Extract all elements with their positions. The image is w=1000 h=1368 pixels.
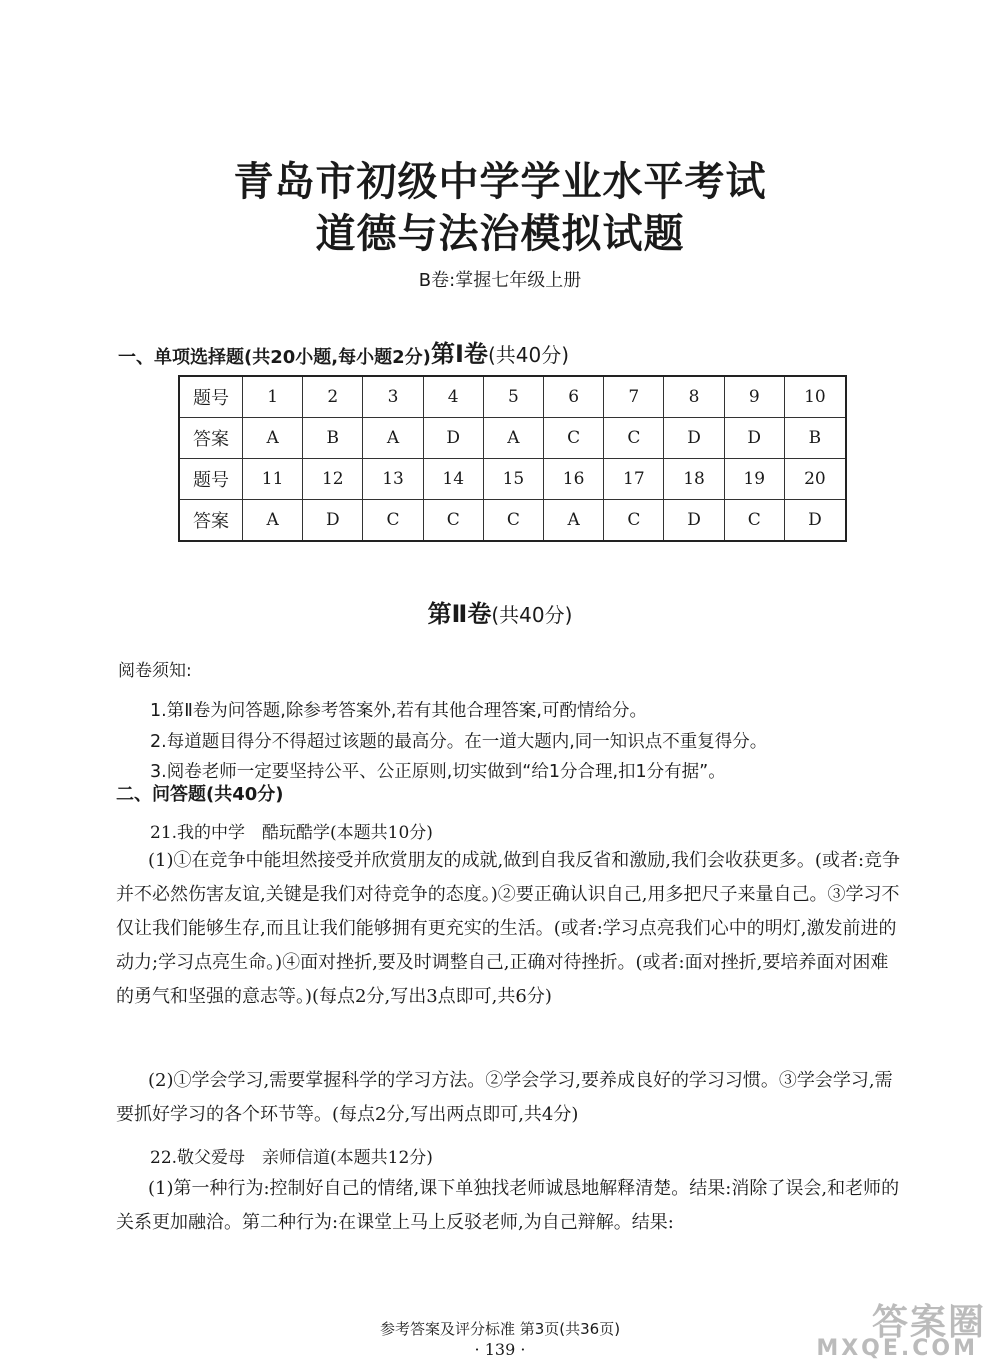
table-cell: B	[303, 418, 363, 459]
page-footer: 参考答案及评分标准 第3页(共36页)	[379, 1320, 621, 1338]
section1-heading: 一、单项选择题(共20小题,每小题2分)	[118, 347, 431, 368]
table-cell: B	[784, 418, 846, 459]
table-cell: 10	[784, 376, 846, 418]
notice-item: 3.阅卷老师一定要坚持公平、公正原则,切实做到“给1分合理,扣1分有据”。	[150, 762, 726, 782]
page-subtitle-title: 道德与法治模拟试题	[315, 211, 685, 257]
table-cell: 17	[604, 459, 664, 500]
table-row	[179, 459, 846, 500]
table-cell: D	[664, 418, 724, 459]
page-title: 青岛市初级中学学业水平考试	[233, 159, 767, 205]
table-cell: A	[483, 418, 543, 459]
table-cell: C	[604, 500, 664, 542]
table-cell: D	[724, 418, 784, 459]
volume2-name: 第Ⅱ卷	[427, 600, 492, 628]
question-22-heading: 22.敬父爱母 亲师信道(本题共12分)	[150, 1148, 433, 1168]
table-cell: 19	[724, 459, 784, 500]
volume2-points: (共40分)	[491, 603, 573, 627]
row-label: 答案	[179, 500, 243, 542]
table-cell: 4	[423, 376, 483, 418]
answer-table	[178, 375, 847, 542]
table-cell: 20	[784, 459, 846, 500]
table-cell: A	[243, 418, 303, 459]
notice-item: 1.第Ⅱ卷为问答题,除参考答案外,若有其他合理答案,可酌情给分。	[150, 701, 647, 721]
table-cell: 14	[423, 459, 483, 500]
table-cell: 1	[243, 376, 303, 418]
question-21-answer-2: (2)①学会学习,需要掌握科学的学习方法。②学会学习,要养成良好的学习习惯。③学会学习,需要抓好学习的各个环节等。(每点2分,写出两点即可,共4分)	[116, 1070, 893, 1125]
row-label: 题号	[179, 459, 243, 500]
notice-item: 2.每道题目得分不得超过该题的最高分。在一道大题内,同一知识点不重复得分。	[150, 732, 768, 752]
volume2-heading	[0, 594, 1000, 629]
table-cell: 6	[544, 376, 604, 418]
table-row	[179, 418, 846, 459]
section2-heading: 二、问答题(共40分)	[116, 784, 284, 805]
table-cell: C	[363, 500, 423, 542]
volume1-name: 第Ⅰ卷	[431, 340, 488, 368]
table-cell: D	[664, 500, 724, 542]
table-cell: D	[303, 500, 363, 542]
volume1-points: (共40分)	[487, 343, 569, 367]
table-cell: 8	[664, 376, 724, 418]
table-cell: D	[784, 500, 846, 542]
table-cell: 7	[604, 376, 664, 418]
table-cell: D	[423, 418, 483, 459]
table-cell: 16	[544, 459, 604, 500]
question-21-heading: 21.我的中学 酷玩酷学(本题共10分)	[150, 823, 433, 843]
table-cell: 13	[363, 459, 423, 500]
watermark-top: 答案圈	[871, 1302, 986, 1343]
table-cell: C	[604, 418, 664, 459]
question-21-answer-1: (1)①在竞争中能坦然接受并欣赏朋友的成就,做到自我反省和激励,我们会收获更多。(或者:竞争并不必然伤害友谊,关键是我们对待竞争的态度。)②要正确认识自己,用多把尺子来量自己。③学习不仅让我们能够生存,而且让我们能够拥有更充实的生活。(或者:学习点亮我们心中的明灯,激发前进的动力;学习点亮生命。)④面对挫折,要及时调整自己,正确对待挫折。(或者:面对挫折,要培养面对困难的勇气和坚强的意志等。)(每点2分,写出3点即可,共6分)	[116, 850, 901, 1007]
table-cell: A	[243, 500, 303, 542]
row-label: 答案	[179, 418, 243, 459]
watermark-logo	[816, 1294, 986, 1362]
table-cell: 3	[363, 376, 423, 418]
table-cell: 5	[483, 376, 543, 418]
row-label: 题号	[179, 376, 243, 418]
table-cell: 9	[724, 376, 784, 418]
table-cell: C	[724, 500, 784, 542]
table-cell: C	[483, 500, 543, 542]
page-number: · 139 ·	[474, 1340, 526, 1359]
table-row	[179, 376, 846, 418]
table-cell: 2	[303, 376, 363, 418]
table-cell: 15	[483, 459, 543, 500]
table-cell: A	[544, 500, 604, 542]
table-cell: 11	[243, 459, 303, 500]
question-22-answer-1: (1)第一种行为:控制好自己的情绪,课下单独找老师诚恳地解释清楚。结果:消除了误会,和老师的关系更加融洽。第二种行为:在课堂上马上反驳老师,为自己辩解。结果:	[116, 1178, 900, 1233]
table-cell: C	[423, 500, 483, 542]
watermark-bottom: MXQE.COM	[816, 1336, 978, 1361]
table-cell: A	[363, 418, 423, 459]
table-row	[179, 500, 846, 542]
table-cell: 12	[303, 459, 363, 500]
table-cell: C	[544, 418, 604, 459]
paper-scope: B卷:掌握七年级上册	[418, 270, 582, 291]
table-cell: 18	[664, 459, 724, 500]
notice-label: 阅卷须知:	[118, 661, 192, 681]
